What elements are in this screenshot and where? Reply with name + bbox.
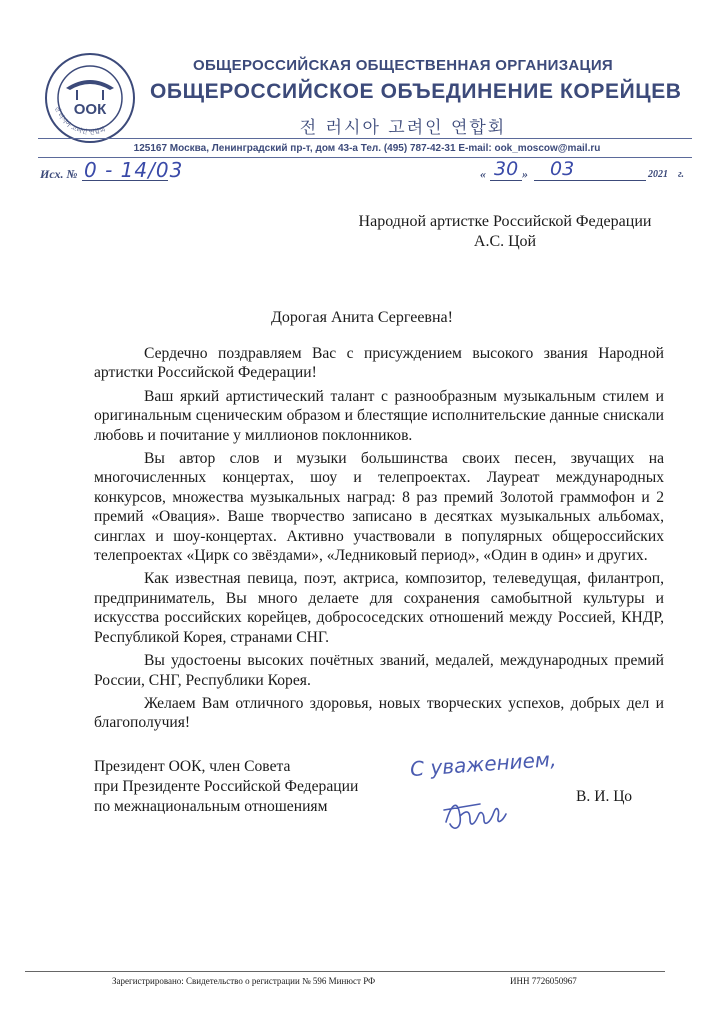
footer-rule: [25, 971, 665, 972]
signatory-line3: по межнациональным отношениям: [94, 798, 328, 815]
signatory-title: [94, 757, 414, 817]
addressee-name: А.С. Цой: [473, 233, 537, 250]
date-open-quote: «: [480, 167, 486, 181]
org-name-korean: 전 러시아 고려인 연합회: [299, 118, 507, 138]
letter-date: [480, 158, 700, 182]
handwritten-signature: [440, 792, 520, 836]
signatory-line2: при Президенте Российской Федерации: [94, 778, 359, 795]
header-rule-top: [38, 138, 692, 139]
body-paragraph: Как известная певица, поэт, актриса, композитор, телеведущая, филантроп, предприниматель, Вы много делаете для сохранения самобытной культуры и искусства российских корейцев, добрососедских отношений между Россией, КНДР, Республикой Корея, странами СНГ.: [94, 570, 664, 646]
body-paragraph: Вы удостоены высоких почётных званий, медалей, международных премий России, СНГ, Республики Корея.: [94, 652, 664, 689]
body-paragraph: Ваш яркий артистический талант с разнообразным музыкальным стилем и оригинальным сценическим образом и блестящие исполнительские данные снискали любовь и почитание у миллионов поклонников.: [94, 387, 664, 444]
logo-text: ООК: [73, 101, 107, 118]
logo-ring-text: 전 러시아 고려인 연합회: [53, 105, 107, 137]
signer-name: В. И. Цо: [576, 788, 633, 805]
signatory-line1: Президент ООК, член Совета: [94, 758, 291, 775]
org-name-line1: ОБЩЕРОССИЙСКАЯ ОБЩЕСТВЕННАЯ ОРГАНИЗАЦИЯ: [193, 57, 613, 74]
date-day: 30: [494, 158, 519, 180]
footer-registration: Зарегистрировано: Свидетельство о регистрации № 596 Минюст РФ: [112, 976, 376, 986]
reference-underline: [82, 180, 168, 181]
reference-prefix: Исх. №: [40, 167, 78, 181]
contact-line: 125167 Москва, Ленинградский пр-т, дом 43-а Тел. (495) 787-42-31 E-mail: ook_moscow@mail.ru: [133, 143, 601, 154]
body-paragraph: Вы автор слов и музыки большинства своих песен, звучащих на многочисленных концертах, шоу и телепроектах. Лауреат международных конкурсов, множества музыкальных наград: 8 раз премий Золотой граммофон и 2 премий «Овация». Ваше творчество записано в десятках музыкальных альбомах, синглах и шоу-концертах. Активно участвовали в популярных общероссийских телепроектах «Цирк со звёздами», «Ледниковый период», «Один в один» и других.: [94, 450, 664, 565]
reference-number: 0 - 14/03: [84, 158, 184, 182]
addressee-block: [330, 212, 680, 252]
date-close-quote: »: [522, 167, 528, 181]
salutation: Дорогая Анита Сергеевна!: [271, 309, 453, 326]
date-year: 2021: [648, 169, 668, 180]
organization-logo: [44, 52, 136, 144]
body-paragraph: Желаем Вам отличного здоровья, новых творческих успехов, добрых дел и благополучия!: [94, 694, 664, 732]
footer-inn: ИНН 7726050967: [510, 976, 577, 986]
date-month-line: [534, 180, 646, 181]
date-month: 03: [550, 158, 575, 180]
addressee-title: Народной артистке Российской Федерации: [358, 213, 652, 230]
date-day-line: [490, 180, 522, 181]
handwritten-regards: С уважением,: [409, 746, 558, 782]
date-year-suffix: г.: [678, 169, 685, 180]
body-paragraph: Сердечно поздравляем Вас с присуждением высокого звания Народной артистки Российской Федерации!: [94, 345, 664, 382]
org-name-line2: ОБЩЕРОССИЙСКОЕ ОБЪЕДИНЕНИЕ КОРЕЙЦЕВ: [150, 80, 682, 103]
letter-body: [94, 344, 664, 737]
